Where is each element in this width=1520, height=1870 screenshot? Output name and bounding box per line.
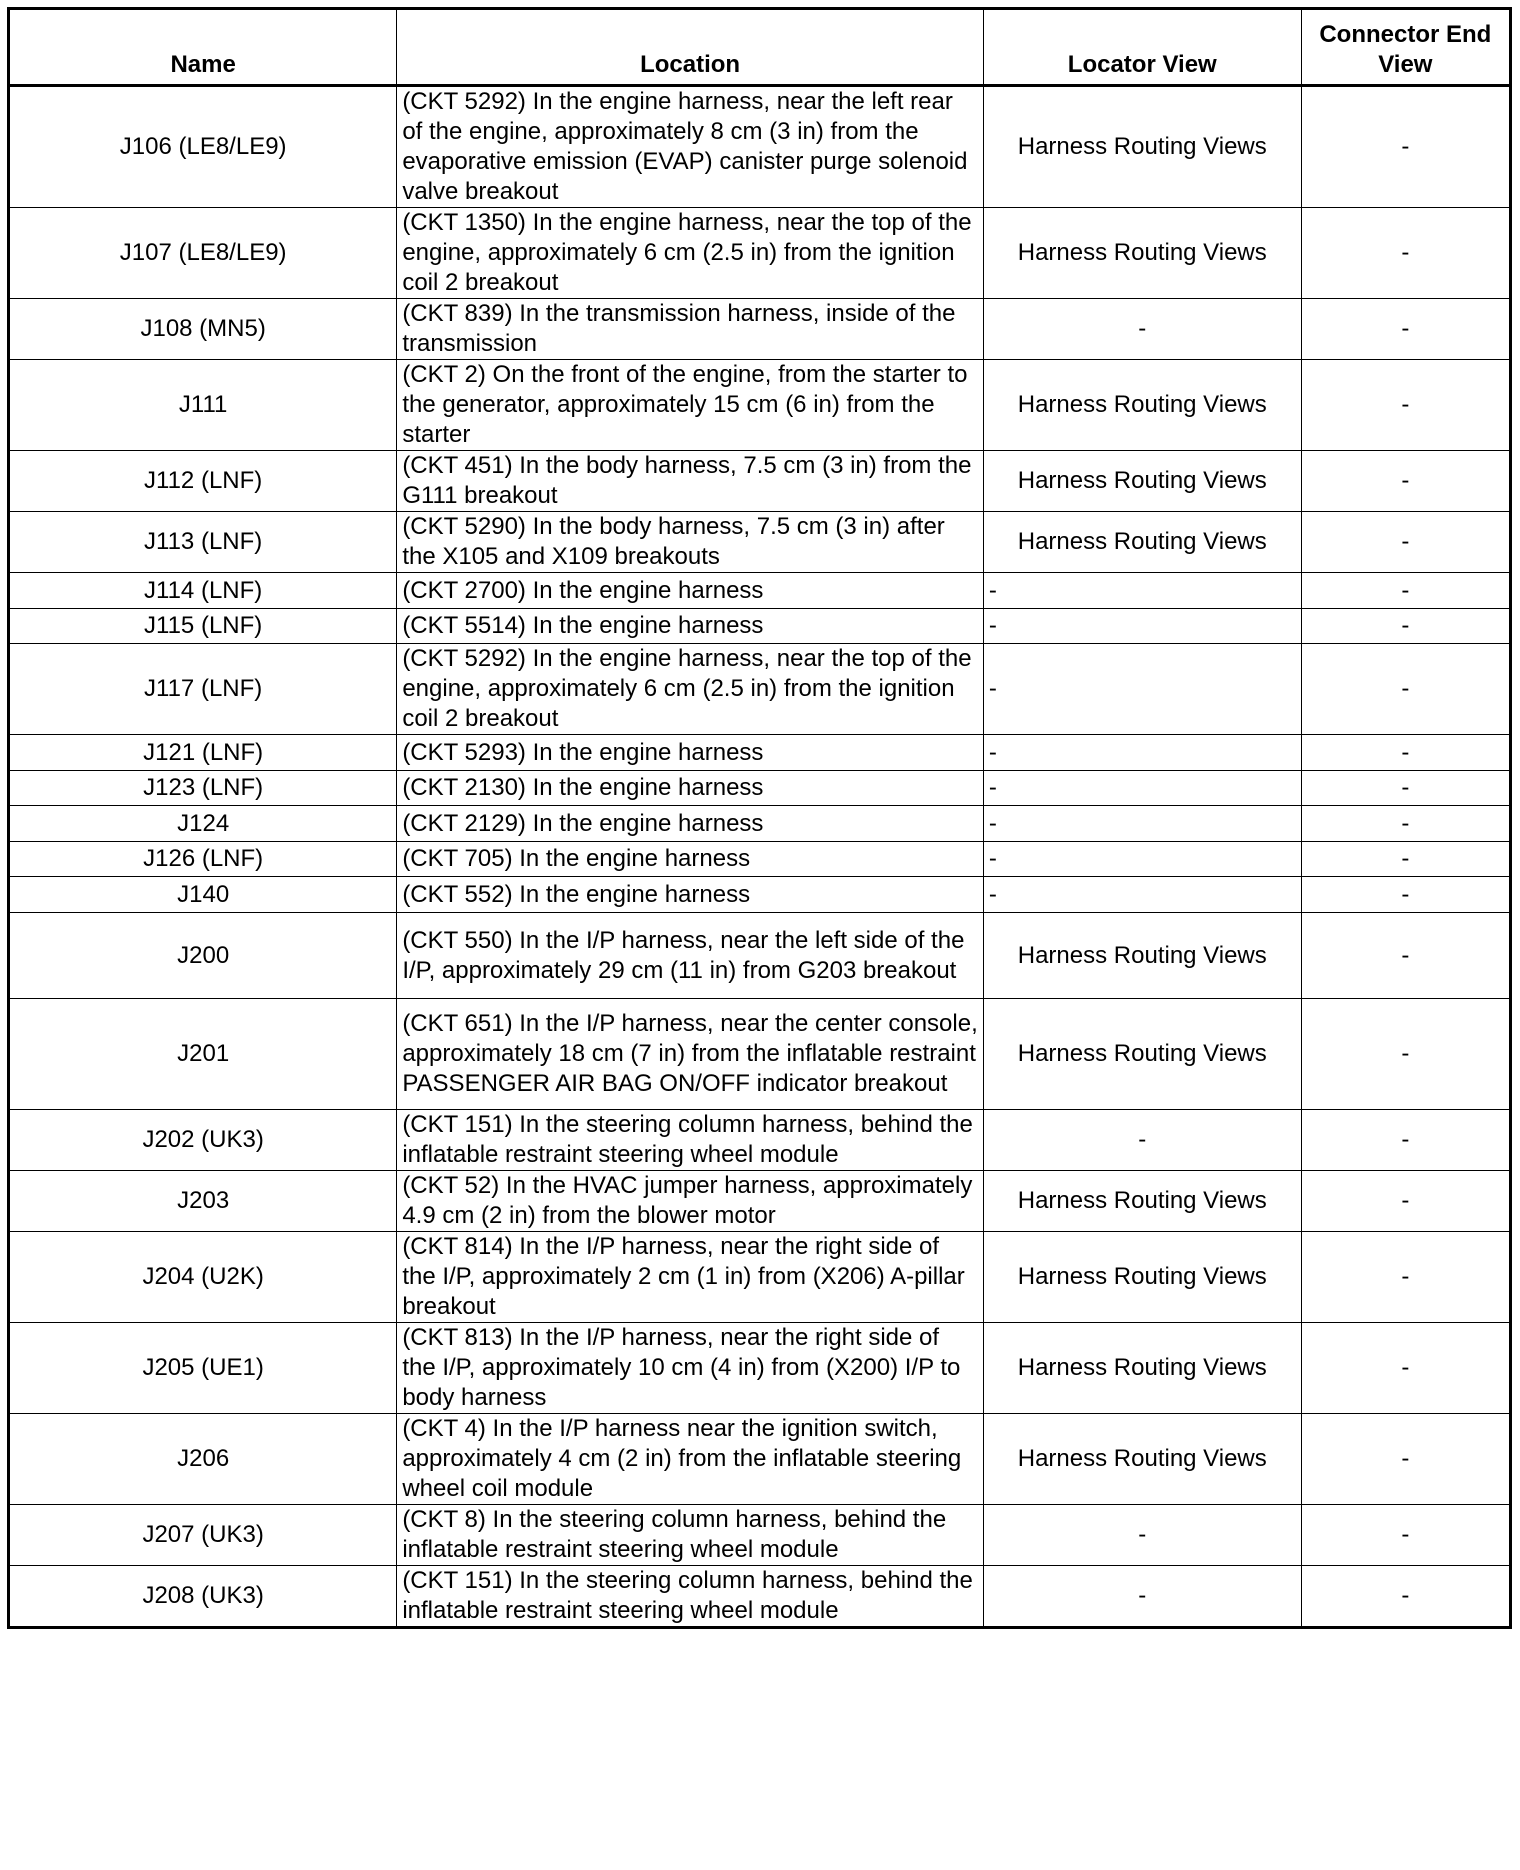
location-cell: (CKT 5514) In the engine harness [397, 609, 984, 644]
location-cell: (CKT 151) In the steering column harness, behind the inflatable restraint steering wheel module [397, 1110, 984, 1171]
location-cell: (CKT 552) In the engine harness [397, 877, 984, 913]
connector-end-view-cell: - [1301, 735, 1510, 771]
locator-view-cell: - [983, 1505, 1301, 1566]
table-row [9, 208, 1511, 299]
name-cell: J115 (LNF) [9, 609, 397, 644]
locator-view-cell: - [983, 1110, 1301, 1171]
name-cell: J117 (LNF) [9, 644, 397, 735]
name-cell: J121 (LNF) [9, 735, 397, 771]
location-cell: (CKT 5292) In the engine harness, near the top of the engine, approximately 6 cm (2.5 in) from the ignition coil 2 breakout [397, 644, 984, 735]
table-row [9, 360, 1511, 451]
locator-view-cell: - [983, 877, 1301, 913]
locator-view-cell: - [983, 1566, 1301, 1628]
table-row [9, 806, 1511, 842]
table-body [9, 86, 1511, 1628]
location-cell: (CKT 814) In the I/P harness, near the right side of the I/P, approximately 2 cm (1 in) from (X206) A-pillar breakout [397, 1232, 984, 1323]
splice-location-sheet [7, 7, 1512, 1629]
location-cell: (CKT 5292) In the engine harness, near the left rear of the engine, approximately 8 cm (3 in) from the evaporative emission (EVAP) canister purge solenoid valve breakout [397, 86, 984, 208]
table-row [9, 644, 1511, 735]
location-cell: (CKT 2130) In the engine harness [397, 771, 984, 806]
connector-end-view-cell: - [1301, 451, 1510, 512]
locator-view-cell: Harness Routing Views [983, 208, 1301, 299]
name-cell: J106 (LE8/LE9) [9, 86, 397, 208]
name-cell: J112 (LNF) [9, 451, 397, 512]
name-cell: J207 (UK3) [9, 1505, 397, 1566]
header-connector-end-view: Connector End View [1301, 9, 1510, 86]
name-cell: J108 (MN5) [9, 299, 397, 360]
connector-end-view-cell: - [1301, 1566, 1510, 1628]
table-row [9, 735, 1511, 771]
locator-view-cell: Harness Routing Views [983, 913, 1301, 999]
table-row [9, 1505, 1511, 1566]
locator-view-cell: Harness Routing Views [983, 999, 1301, 1110]
name-cell: J113 (LNF) [9, 512, 397, 573]
name-cell: J107 (LE8/LE9) [9, 208, 397, 299]
connector-end-view-cell: - [1301, 771, 1510, 806]
connector-end-view-cell: - [1301, 1232, 1510, 1323]
table-row [9, 1110, 1511, 1171]
connector-end-view-cell: - [1301, 573, 1510, 609]
location-cell: (CKT 4) In the I/P harness near the ignition switch, approximately 4 cm (2 in) from the inflatable steering wheel coil module [397, 1414, 984, 1505]
table-row [9, 299, 1511, 360]
header-name: Name [9, 9, 397, 86]
table-row [9, 913, 1511, 999]
header-location: Location [397, 9, 984, 86]
connector-end-view-cell: - [1301, 1110, 1510, 1171]
location-cell: (CKT 151) In the steering column harness, behind the inflatable restraint steering wheel module [397, 1566, 984, 1628]
locator-view-cell: Harness Routing Views [983, 512, 1301, 573]
location-cell: (CKT 813) In the I/P harness, near the right side of the I/P, approximately 10 cm (4 in) from (X200) I/P to body harness [397, 1323, 984, 1414]
location-cell: (CKT 451) In the body harness, 7.5 cm (3 in) from the G111 breakout [397, 451, 984, 512]
name-cell: J123 (LNF) [9, 771, 397, 806]
location-cell: (CKT 839) In the transmission harness, inside of the transmission [397, 299, 984, 360]
connector-end-view-cell: - [1301, 1171, 1510, 1232]
table-row [9, 1566, 1511, 1628]
locator-view-cell: Harness Routing Views [983, 1414, 1301, 1505]
connector-end-view-cell: - [1301, 806, 1510, 842]
locator-view-cell: - [983, 806, 1301, 842]
connector-end-view-cell: - [1301, 999, 1510, 1110]
location-cell: (CKT 8) In the steering column harness, behind the inflatable restraint steering wheel module [397, 1505, 984, 1566]
table-row [9, 86, 1511, 208]
locator-view-cell: - [983, 609, 1301, 644]
location-cell: (CKT 705) In the engine harness [397, 842, 984, 877]
locator-view-cell: Harness Routing Views [983, 1323, 1301, 1414]
name-cell: J126 (LNF) [9, 842, 397, 877]
name-cell: J208 (UK3) [9, 1566, 397, 1628]
locator-view-cell: Harness Routing Views [983, 1232, 1301, 1323]
table-row [9, 512, 1511, 573]
location-cell: (CKT 52) In the HVAC jumper harness, approximately 4.9 cm (2 in) from the blower motor [397, 1171, 984, 1232]
name-cell: J206 [9, 1414, 397, 1505]
table-row [9, 451, 1511, 512]
locator-view-cell: Harness Routing Views [983, 360, 1301, 451]
connector-end-view-cell: - [1301, 1414, 1510, 1505]
locator-view-cell: - [983, 573, 1301, 609]
location-cell: (CKT 5293) In the engine harness [397, 735, 984, 771]
table-row [9, 1232, 1511, 1323]
location-cell: (CKT 1350) In the engine harness, near the top of the engine, approximately 6 cm (2.5 in) from the ignition coil 2 breakout [397, 208, 984, 299]
name-cell: J111 [9, 360, 397, 451]
locator-view-cell: Harness Routing Views [983, 1171, 1301, 1232]
name-cell: J140 [9, 877, 397, 913]
table-row [9, 573, 1511, 609]
location-cell: (CKT 651) In the I/P harness, near the center console, approximately 18 cm (7 in) from the inflatable restraint PASSENGER AIR BAG ON/OFF indicator breakout [397, 999, 984, 1110]
name-cell: J201 [9, 999, 397, 1110]
location-cell: (CKT 2700) In the engine harness [397, 573, 984, 609]
connector-end-view-cell: - [1301, 1323, 1510, 1414]
connector-end-view-cell: - [1301, 877, 1510, 913]
connector-end-view-cell: - [1301, 208, 1510, 299]
table-row [9, 771, 1511, 806]
name-cell: J124 [9, 806, 397, 842]
name-cell: J114 (LNF) [9, 573, 397, 609]
connector-end-view-cell: - [1301, 842, 1510, 877]
connector-end-view-cell: - [1301, 609, 1510, 644]
location-cell: (CKT 2) On the front of the engine, from the starter to the generator, approximately 15 cm (6 in) from the starter [397, 360, 984, 451]
connector-end-view-cell: - [1301, 299, 1510, 360]
locator-view-cell: - [983, 771, 1301, 806]
name-cell: J205 (UE1) [9, 1323, 397, 1414]
table-row [9, 1323, 1511, 1414]
header-locator-view: Locator View [983, 9, 1301, 86]
table-row [9, 842, 1511, 877]
table-row [9, 999, 1511, 1110]
splice-location-table [7, 7, 1512, 1629]
name-cell: J202 (UK3) [9, 1110, 397, 1171]
connector-end-view-cell: - [1301, 512, 1510, 573]
connector-end-view-cell: - [1301, 1505, 1510, 1566]
connector-end-view-cell: - [1301, 644, 1510, 735]
locator-view-cell: - [983, 842, 1301, 877]
location-cell: (CKT 550) In the I/P harness, near the left side of the I/P, approximately 29 cm (11 in) from G203 breakout [397, 913, 984, 999]
table-header-row [9, 9, 1511, 86]
table-row [9, 1171, 1511, 1232]
connector-end-view-cell: - [1301, 86, 1510, 208]
table-row [9, 877, 1511, 913]
name-cell: J204 (U2K) [9, 1232, 397, 1323]
connector-end-view-cell: - [1301, 360, 1510, 451]
name-cell: J200 [9, 913, 397, 999]
locator-view-cell: - [983, 735, 1301, 771]
location-cell: (CKT 2129) In the engine harness [397, 806, 984, 842]
table-row [9, 609, 1511, 644]
locator-view-cell: - [983, 299, 1301, 360]
locator-view-cell: - [983, 644, 1301, 735]
locator-view-cell: Harness Routing Views [983, 86, 1301, 208]
locator-view-cell: Harness Routing Views [983, 451, 1301, 512]
connector-end-view-cell: - [1301, 913, 1510, 999]
name-cell: J203 [9, 1171, 397, 1232]
location-cell: (CKT 5290) In the body harness, 7.5 cm (3 in) after the X105 and X109 breakouts [397, 512, 984, 573]
table-row [9, 1414, 1511, 1505]
